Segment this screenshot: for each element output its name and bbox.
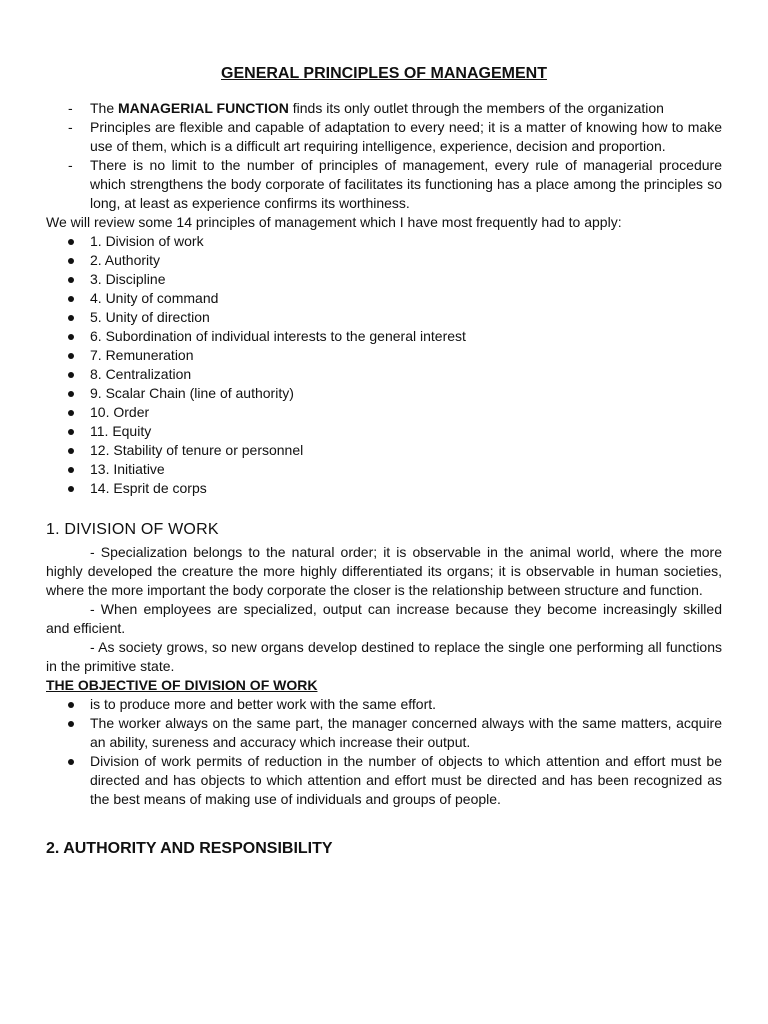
section-paragraph: - When employees are specialized, output can increase because they become increasingly skilled and efficient.	[46, 601, 722, 636]
bullet-icon	[68, 258, 74, 264]
bullet-icon	[68, 486, 74, 492]
intro-paragraph: We will review some 14 principles of management which I have most frequently had to apply:	[46, 214, 622, 230]
principle-label: 8. Centralization	[90, 366, 192, 382]
bullet-icon	[68, 277, 74, 283]
principle-item	[46, 346, 722, 365]
section-heading-authority: 2. AUTHORITY AND RESPONSIBILITY	[46, 840, 333, 857]
principle-item	[46, 289, 722, 308]
principle-item	[46, 384, 722, 403]
section-paragraph: - Specialization belongs to the natural order; it is observable in the animal world, where the more highly developed the creature the more highly differentiated its organs; it is observable in human societies, where the more important the body corporate the closer is the relationship between structure and function.	[46, 544, 722, 598]
dash-item	[46, 99, 722, 118]
objective-list	[46, 695, 722, 809]
dash-item-text: There is no limit to the number of principles of management, every rule of managerial procedure which strengthens the body corporate of facilitates its functioning has a place among the principles so long, at least as experience confirms its worthiness.	[90, 157, 722, 211]
principle-item	[46, 270, 722, 289]
principle-item	[46, 441, 722, 460]
principle-item	[46, 251, 722, 270]
principle-label: 11. Equity	[90, 423, 152, 439]
objective-heading: THE OBJECTIVE OF DIVISION OF WORK	[46, 677, 318, 693]
intro-dash-list	[46, 99, 722, 213]
principle-label: 10. Order	[90, 404, 150, 420]
objective-item	[46, 752, 722, 809]
bullet-icon	[68, 429, 74, 435]
bullet-icon	[68, 467, 74, 473]
principle-label: 9. Scalar Chain (line of authority)	[90, 385, 294, 401]
principle-item	[46, 460, 722, 479]
dash-item	[46, 156, 722, 213]
dash-marker: -	[68, 157, 73, 173]
bullet-icon	[68, 372, 74, 378]
principle-label: 7. Remuneration	[90, 347, 194, 363]
dash-item-text: Principles are flexible and capable of adaptation to every need; it is a matter of knowing how to make use of them, which is a difficult art requiring intelligence, experience, decision and proportion.	[90, 119, 722, 154]
bullet-icon	[68, 391, 74, 397]
dash-marker: -	[68, 119, 73, 135]
principle-label: 1. Division of work	[90, 233, 204, 249]
dash-item-bold: MANAGERIAL FUNCTION	[118, 100, 289, 116]
principle-label: 2. Authority	[90, 252, 161, 268]
principle-item	[46, 403, 722, 422]
bullet-icon	[68, 353, 74, 359]
principle-item	[46, 232, 722, 251]
bullet-icon	[68, 315, 74, 321]
principle-item	[46, 308, 722, 327]
dash-item-text: finds its only outlet through the members of the organization	[288, 100, 664, 116]
principle-label: 4. Unity of command	[90, 290, 219, 306]
bullet-icon	[68, 448, 74, 454]
principle-label: 12. Stability of tenure or personnel	[90, 442, 304, 458]
principle-item	[46, 479, 722, 498]
principle-item	[46, 422, 722, 441]
principle-label: 5. Unity of direction	[90, 309, 210, 325]
section-paragraph: - As society grows, so new organs develop destined to replace the single one performing all functions in the primitive state.	[46, 639, 722, 674]
bullet-icon	[68, 759, 74, 765]
bullet-icon	[68, 334, 74, 340]
principle-label: 3. Discipline	[90, 271, 166, 287]
bullet-icon	[68, 296, 74, 302]
bullet-icon	[68, 702, 74, 708]
objective-text: is to produce more and better work with the same effort.	[90, 696, 437, 712]
page-title: GENERAL PRINCIPLES OF MANAGEMENT	[221, 65, 547, 82]
bullet-icon	[68, 721, 74, 727]
principle-label: 14. Esprit de corps	[90, 480, 207, 496]
section-heading-division-of-work: 1. DIVISION OF WORK	[46, 521, 219, 538]
dash-marker: -	[68, 100, 73, 116]
principle-label: 13. Initiative	[90, 461, 165, 477]
dash-item	[46, 118, 722, 156]
dash-item-prefix: The	[90, 100, 119, 116]
principles-list	[46, 232, 722, 498]
principle-label: 6. Subordination of individual interests to the general interest	[90, 328, 466, 344]
bullet-icon	[68, 239, 74, 245]
objective-text: The worker always on the same part, the manager concerned always with the same matters, acquire an ability, sureness and accuracy which increase their output.	[90, 715, 722, 750]
principle-item	[46, 327, 722, 346]
objective-item	[46, 695, 722, 714]
principle-item	[46, 365, 722, 384]
bullet-icon	[68, 410, 74, 416]
objective-item	[46, 714, 722, 752]
objective-text: Division of work permits of reduction in the number of objects to which attention and effort must be directed and has objects to which attention and effort must be directed and has been recognized as the best means of making use of individuals and groups of people.	[90, 753, 722, 807]
